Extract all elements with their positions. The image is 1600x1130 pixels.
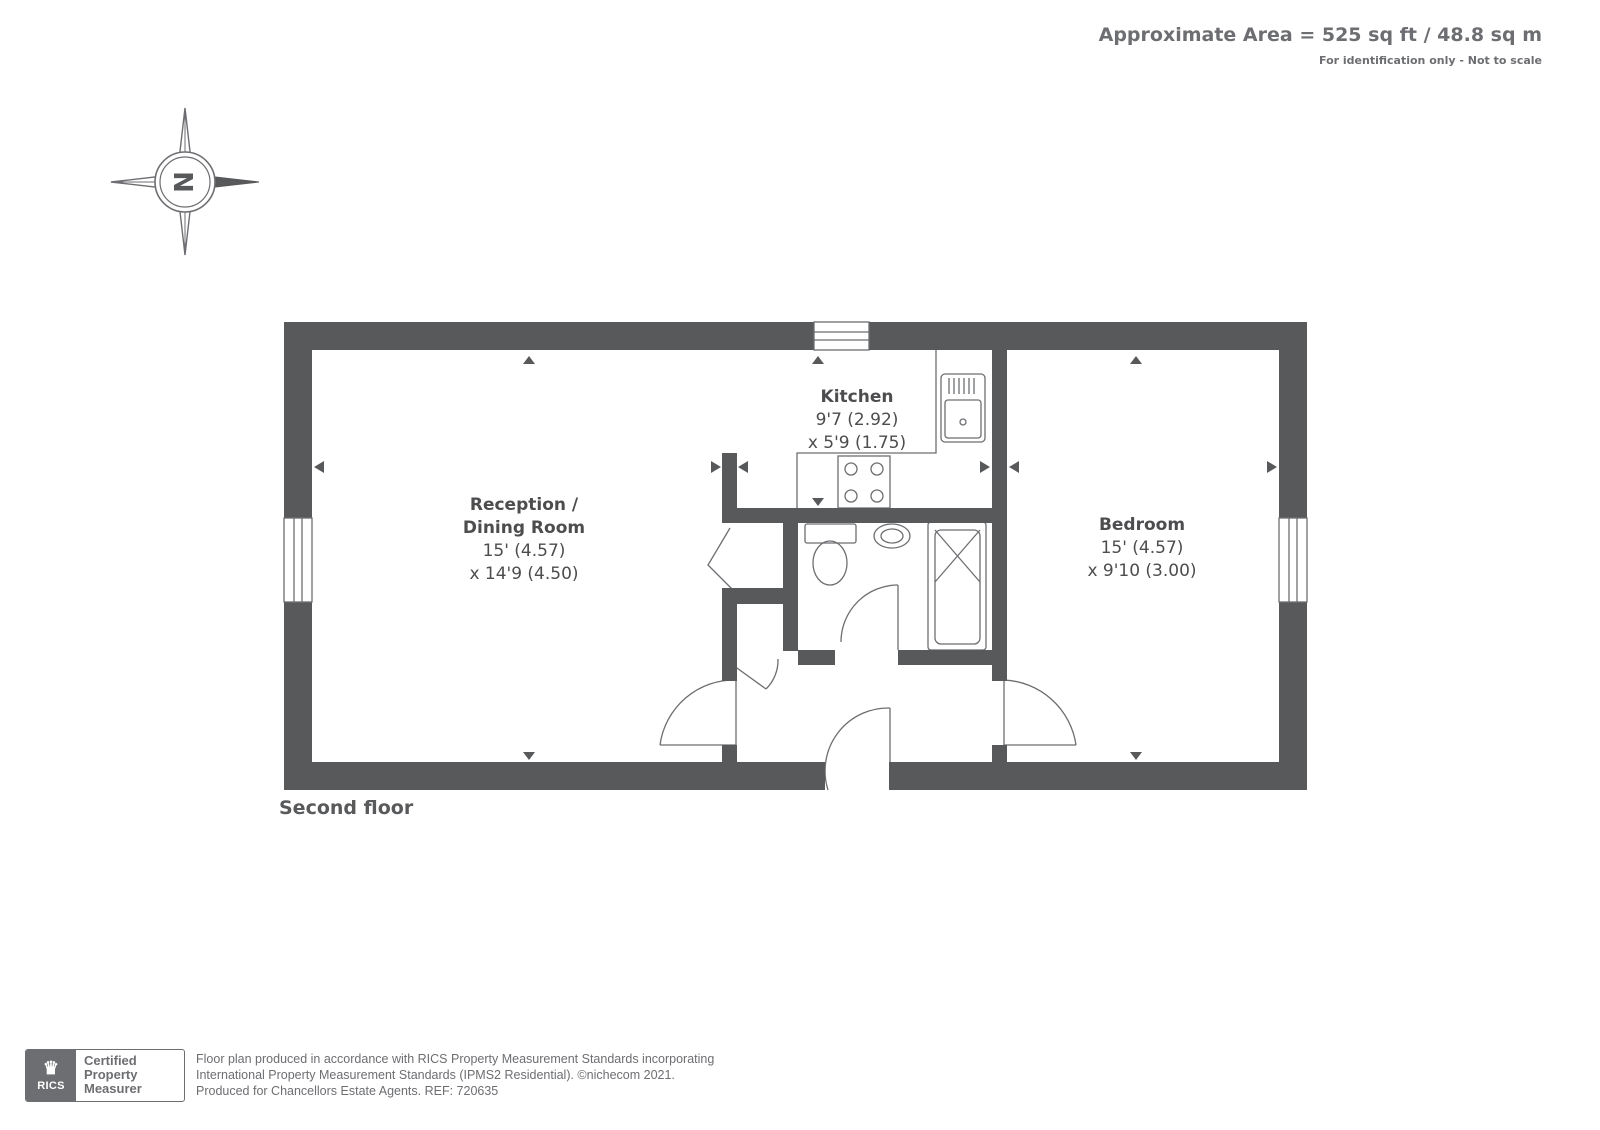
room-label-kitchen	[808, 387, 906, 453]
room-name: Dining Room	[462, 518, 586, 538]
basin-icon	[874, 524, 910, 548]
compass-letter: N	[167, 171, 197, 193]
badge-line: Certified	[84, 1053, 137, 1068]
room-label-bedroom	[1087, 515, 1196, 581]
compass-icon	[111, 108, 259, 255]
room-dimension: 15' (4.57)	[482, 541, 566, 561]
room-dimension: x 5'9 (1.75)	[807, 433, 907, 453]
bathroom-door-swing	[841, 585, 898, 642]
badge-line: Property	[84, 1067, 138, 1082]
badge-line: Measurer	[84, 1081, 142, 1096]
room-name: Reception /	[469, 495, 579, 515]
window-left	[284, 518, 312, 602]
window-top	[814, 322, 869, 350]
room-name: Bedroom	[1098, 515, 1186, 535]
bedroom-door-swing	[1004, 680, 1076, 745]
rics-logo	[26, 1050, 76, 1101]
footer-line: International Property Measurement Standards (IPMS2 Residential). ©nichecom 2021.	[196, 1068, 675, 1082]
approximate-area-heading: Approximate Area = 525 sq ft / 48.8 sq m	[1098, 24, 1542, 46]
entrance-door-swing	[825, 708, 890, 790]
not-to-scale-note: For identification only - Not to scale	[1319, 54, 1542, 67]
room-dimension: 9'7 (2.92)	[815, 410, 899, 430]
room-dimension: x 9'10 (3.00)	[1087, 561, 1197, 581]
window-right	[1279, 518, 1307, 602]
rics-certified-badge	[25, 1049, 185, 1102]
room-dimension: x 14'9 (4.50)	[469, 564, 579, 584]
rics-logo-text: RICS	[37, 1080, 65, 1092]
wc-icon	[805, 524, 856, 543]
kitchen-sink-icon	[941, 374, 985, 442]
room-label-reception	[463, 495, 585, 584]
lion-icon: ♛	[42, 1058, 60, 1078]
reception-door-swing	[660, 680, 736, 745]
footer-line: Produced for Chancellors Estate Agents. REF: 720635	[196, 1084, 499, 1098]
room-dimension: 15' (4.57)	[1100, 538, 1184, 558]
hob-icon	[838, 456, 890, 508]
bath-icon	[928, 522, 986, 650]
footer-disclaimer	[196, 1051, 714, 1099]
certified-measurer-text	[76, 1050, 142, 1101]
footer-line: Floor plan produced in accordance with RICS Property Measurement Standards incorporating	[196, 1052, 715, 1066]
room-name: Kitchen	[820, 387, 894, 407]
floor-label: Second floor	[279, 797, 414, 819]
